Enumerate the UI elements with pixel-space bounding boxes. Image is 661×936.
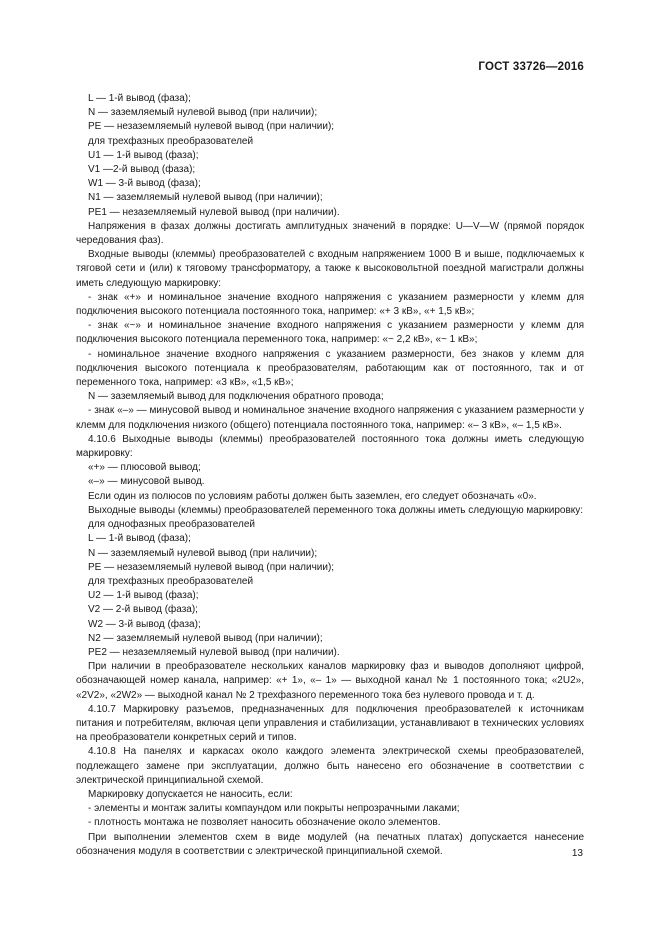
paragraph: 4.10.6 Выходные выводы (клеммы) преобразователей постоянного тока должны иметь следующую маркировку: <box>76 433 584 460</box>
text-line: «+» — плюсовой вывод; <box>88 462 201 474</box>
text-line: Маркировку допускается не наносить, если: <box>88 788 293 800</box>
paragraph: - номинальное значение входного напряжения с указанием размерности, без знаков у клемм для подключения высокого потенциала к преобразователям, работающим как от постоянного, так и от переменного тока, например: «3 кВ», «1,5 кВ»; <box>76 348 584 389</box>
paragraph: - знак «+» и номинальное значение входного напряжения с указанием размерности у клемм для подключения высокого потенциала постоянного тока, например: «+ 3 кВ», «+ 1,5 кВ»; <box>76 291 584 318</box>
text-line: N — заземляемый нулевой вывод (при наличии); <box>88 547 318 559</box>
paragraph: При наличии в преобразователе нескольких каналов маркировку фаз и выводов дополняют цифрой, обозначающей номер канала, например: «+ 1», «– 1» — выходной канал № 1 постоянного тока; «2U2», «2V2», «2W2» — выходной канал № 2 трехфазного переменного тока без нулевого провода и т. д. <box>76 661 584 701</box>
paragraph: 4.10.8 На панелях и каркасах около каждого элемента электрической схемы преобразователей, подлежащего замене при эксплуатации, должно быть нанесено его обозначение в соответствии с электрической принципиальной схемой. <box>76 746 584 786</box>
text-line: N1 — заземляемый нулевой вывод (при наличии); <box>88 192 323 204</box>
text-line: U2 — 1-й вывод (фаза); <box>88 590 199 602</box>
text-line: PE1 — незаземляемый нулевой вывод (при наличии). <box>88 206 340 218</box>
text-line: L — 1-й вывод (фаза); <box>88 93 191 104</box>
text-line: PE2 — незаземляемый нулевой вывод (при наличии). <box>88 646 340 658</box>
paragraph: Выходные выводы (клеммы) преобразователей переменного тока должны иметь следующую маркировку: <box>88 504 584 516</box>
paragraph: - знак «~» и номинальное значение входного напряжения с указанием размерности у клемм для подключения высокого потенциала переменного тока, например: «~ 2,2 кВ», «~ 1 кВ»; <box>76 320 584 346</box>
text-line: для трехфазных преобразователей <box>88 135 254 147</box>
text-line: - элементы и монтаж залиты компаундом или покрыты непрозрачными лаками; <box>88 803 460 815</box>
text-line: для однофазных преобразователей <box>88 519 255 531</box>
text-line: - плотность монтажа не позволяет наносить обозначение около элементов. <box>88 817 441 829</box>
text-line: N2 — заземляемый нулевой вывод (при наличии); <box>88 632 323 644</box>
text-line: L — 1-й вывод (фаза); <box>88 533 191 545</box>
paragraph: Входные выводы (клеммы) преобразователей с входным напряжением 1000 В и выше, подключаемых к тяговой сети и (или) к тяговому трансформатору, а также к высоковольтной поездной магистрали должны иметь следующую маркировку: <box>76 249 584 289</box>
text-line: PE — незаземляемый нулевой вывод (при наличии); <box>88 121 335 133</box>
text-line: N — заземляемый нулевой вывод (при наличии); <box>88 107 318 119</box>
text-line: V2 — 2-й вывод (фаза); <box>88 604 198 616</box>
standard-designation: ГОСТ 33726—2016 <box>478 61 584 73</box>
paragraph: Напряжения в фазах должны достигать амплитудных значений в порядке: U—V—W (прямой порядок чередования фаз). <box>76 220 584 247</box>
text-line: «–» — минусовой вывод. <box>88 476 205 488</box>
text-line: Если один из полюсов по условиям работы должен быть заземлен, его следует обозначать «0». <box>88 490 537 502</box>
page-number: 13 <box>571 848 583 859</box>
text-line: V1 —2-й вывод (фаза); <box>88 164 196 176</box>
paragraph: При выполнении элементов схем в виде модулей (на печатных платах) допускается нанесение обозначения модуля в соответствии с электрической принципиальной схемой. <box>76 831 584 857</box>
document-body <box>76 92 584 859</box>
text-line: PE — незаземляемый нулевой вывод (при наличии); <box>88 561 335 573</box>
paragraph: 4.10.7 Маркировку разъемов, предназначенных для подключения преобразователей к источникам питания и потребителям, включая цепи управления и стабилизации, устанавливают в технических условиях на преобразователи конкретных серий и типов. <box>76 703 584 744</box>
text-line: W1 — 3-й вывод (фаза); <box>88 178 201 190</box>
text-line: N — заземляемый вывод для подключения обратного провода; <box>88 391 384 403</box>
text-line: для трехфазных преобразователей <box>88 575 254 587</box>
text-line: U1 — 1-й вывод (фаза); <box>88 149 199 161</box>
paragraph: - знак «–» — минусовой вывод и номинальное значение входного напряжения с указанием размерности у клемм для подключения низкого (общего) потенциала постоянного тока, например: «– 3 кВ», «– 1,5 кВ». <box>76 405 584 431</box>
text-line: W2 — 3-й вывод (фаза); <box>88 618 201 630</box>
